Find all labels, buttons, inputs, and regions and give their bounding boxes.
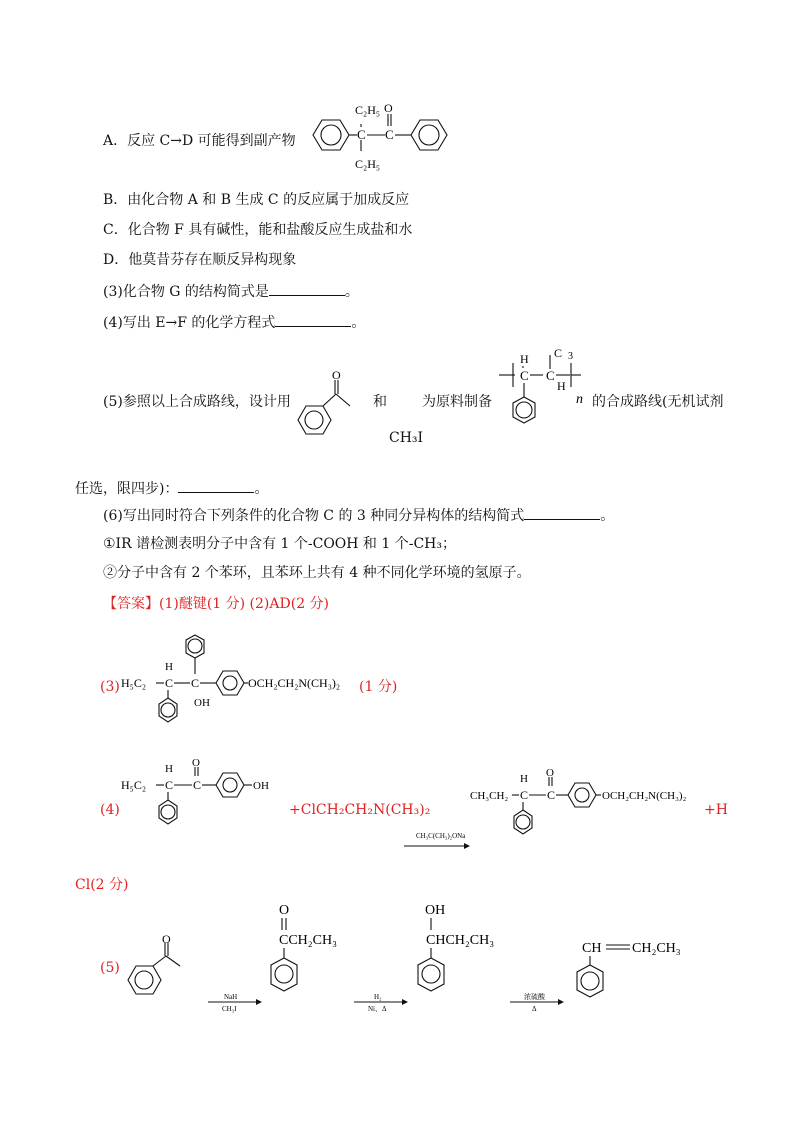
svg-text:Ni、Δ: Ni、Δ	[368, 1005, 387, 1013]
svg-text:H₂: H₂	[374, 993, 382, 1001]
svg-text:O: O	[332, 368, 341, 382]
answer-3-score: (1 分)	[359, 679, 398, 695]
svg-text:3: 3	[568, 351, 573, 362]
answer-5-start	[118, 932, 208, 1015]
svg-text:n: n	[576, 392, 583, 407]
answer-5-arrow-1	[206, 990, 266, 1020]
svg-text:Δ: Δ	[532, 1005, 537, 1013]
svg-text:C: C	[193, 778, 202, 792]
answer-5-arrow-2	[352, 990, 412, 1020]
polymer-structure	[495, 345, 595, 445]
svg-text:H₅C₂: H₅C₂	[121, 676, 147, 690]
answer-4-cont: Cl(2 分)	[75, 877, 129, 893]
svg-text:O: O	[546, 767, 554, 779]
svg-text:H: H	[520, 352, 529, 366]
svg-text:C: C	[165, 676, 174, 690]
answer-4-arrow	[402, 826, 472, 866]
svg-text:OH: OH	[253, 780, 269, 792]
option-d: D．他莫昔芬存在顺反异构现象	[103, 252, 297, 268]
svg-text:CH₃C(CH₃)₂ONa: CH₃C(CH₃)₂ONa	[416, 832, 466, 840]
answer-3-label: (3)	[100, 679, 120, 695]
svg-text:C: C	[547, 788, 556, 802]
condition-1: ①IR 谱检测表明分子中含有 1 个-COOH 和 1 个-CH₃；	[103, 536, 457, 552]
and-word: 和	[373, 394, 387, 410]
answer-5-alkene	[562, 930, 702, 1010]
question-5-cont: 任选，限四步)： 。	[75, 478, 268, 499]
svg-text:C: C	[191, 676, 200, 690]
svg-text:O: O	[192, 757, 200, 769]
question-5-suffix: 的合成路线(无机试剂	[592, 394, 724, 410]
svg-text:OH: OH	[425, 903, 446, 918]
ethyl-bottom: C₂H₅	[355, 157, 381, 171]
svg-text:H: H	[165, 763, 173, 775]
condition-2: ②分子中含有 2 个苯环，且苯环上共有 4 种不同化学环境的氢原子。	[103, 565, 531, 581]
svg-text:CH₃I: CH₃I	[222, 1005, 237, 1013]
svg-text:H: H	[165, 661, 173, 673]
ch3i-reagent: CH₃I	[389, 430, 424, 446]
answer-4-label: (4)	[100, 802, 120, 818]
carbonyl-oxygen: O	[384, 101, 393, 115]
answer-5-alcohol	[405, 898, 525, 1008]
svg-text:CH₂CH₃: CH₂CH₃	[632, 941, 681, 956]
svg-text:C: C	[520, 368, 529, 383]
answer-tag: 【答案】	[103, 596, 159, 612]
svg-text:H: H	[557, 379, 566, 393]
question-5-mid: 为原料制备	[422, 394, 492, 410]
center-carbon: C	[357, 127, 366, 142]
question-3: (3)化合物 G 的结构简式是 。	[103, 281, 359, 302]
option-a: A．反应 C→D 可能得到副产物	[103, 133, 296, 149]
question-6: (6)写出同时符合下列条件的化合物 C 的 3 种同分异构体的结构简式 。	[103, 505, 614, 526]
svg-text:O: O	[162, 932, 171, 946]
question-4: (4)写出 E→F 的化学方程式 。	[103, 312, 365, 333]
svg-text:CH: CH	[582, 941, 602, 956]
svg-text:C: C	[165, 778, 174, 792]
question-5-prefix: (5)参照以上合成路线，设计用	[103, 394, 291, 410]
answer-1-2: (1)醚键(1 分) (2)AD(2 分)	[159, 596, 330, 612]
svg-text:OCH₂CH₂N(CH₃)₂: OCH₂CH₂N(CH₃)₂	[602, 790, 687, 802]
svg-text:C: C	[546, 368, 555, 383]
svg-text:CCH₂CH₃: CCH₂CH₃	[279, 933, 337, 948]
carbonyl-carbon: C	[385, 127, 394, 142]
answer-4-reagent: +ClCH₂CH₂N(CH₃)₂	[289, 802, 431, 818]
acetophenone-structure	[288, 370, 368, 450]
svg-text:OCH₂CH₂N(CH₃)₂: OCH₂CH₂N(CH₃)₂	[248, 676, 341, 690]
option-b: B．由化合物 A 和 B 生成 C 的反应属于加成反应	[103, 192, 410, 208]
ethyl-top: C₂H₅	[355, 103, 381, 117]
svg-text:CH₃CH₂: CH₃CH₂	[470, 790, 509, 802]
answer-4-product	[470, 767, 720, 870]
svg-text:H: H	[520, 773, 528, 785]
option-a-structure	[295, 98, 465, 178]
answer-5-arrow-3	[508, 990, 568, 1020]
svg-text:C: C	[520, 788, 529, 802]
option-c: C．化合物 F 具有碱性，能和盐酸反应生成盐和水	[103, 222, 413, 238]
svg-text:CHCH₂CH₃: CHCH₂CH₃	[426, 933, 495, 948]
svg-text:H₅C₂: H₅C₂	[121, 778, 147, 792]
answer-header	[103, 594, 329, 614]
svg-text:OH: OH	[194, 697, 210, 709]
svg-text:O: O	[279, 903, 290, 918]
answer-5-label: (5)	[100, 960, 120, 976]
answer-4-reactant	[118, 757, 308, 860]
svg-text:浓硫酸: 浓硫酸	[524, 993, 545, 1001]
answer-4-plus-h: +H	[704, 802, 728, 818]
svg-text:C: C	[554, 346, 563, 360]
svg-text:NaH: NaH	[224, 993, 238, 1001]
